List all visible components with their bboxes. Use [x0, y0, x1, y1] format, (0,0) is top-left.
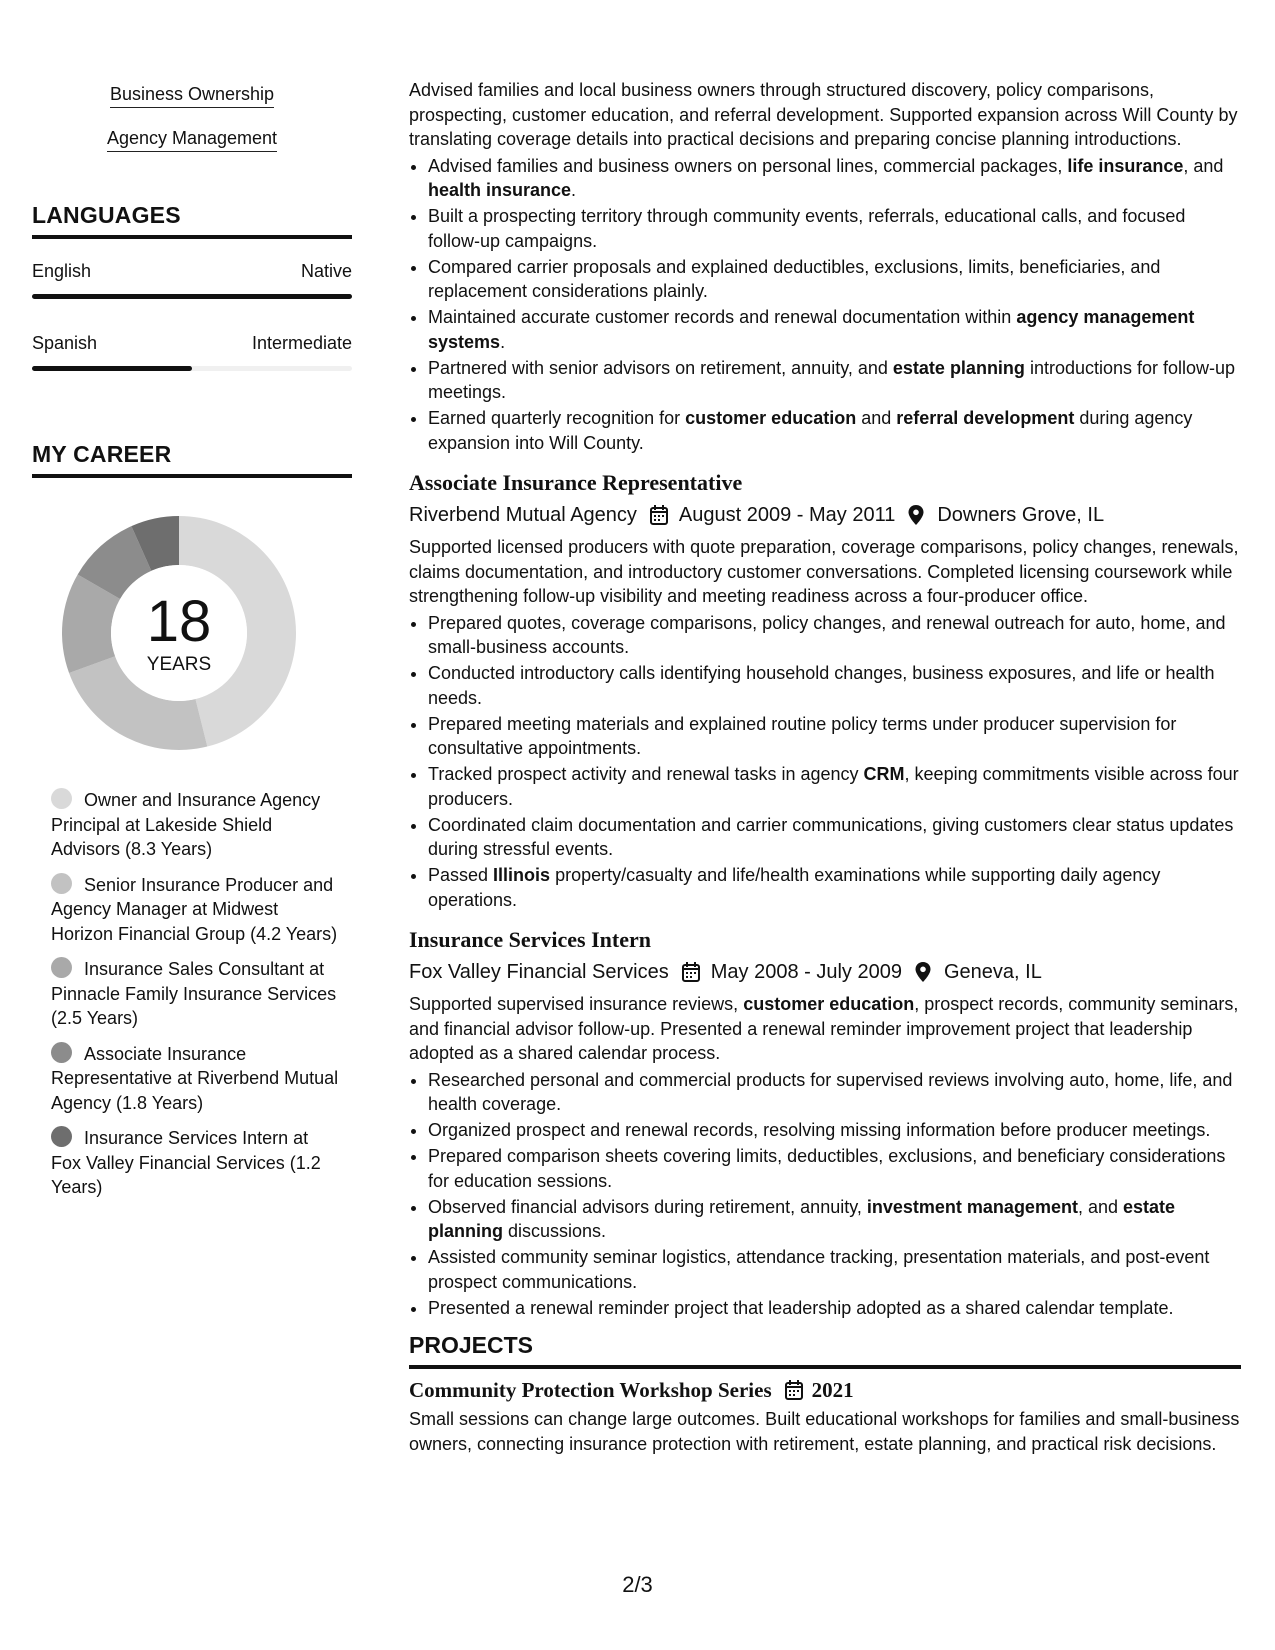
- bullet-item: • Partnered with senior advisors on retirement, annuity, and estate planning introductions for follow-up meetings.: [428, 356, 1241, 405]
- legend-label: Owner and Insurance Agency Principal at Lakeside Shield Advisors (8.3 Years): [51, 790, 321, 859]
- bullet-item: • Observed financial advisors during retirement, annuity, investment management, and estate planning discussions.: [428, 1195, 1241, 1244]
- languages-section: [32, 202, 352, 371]
- job-location: Geneva, IL: [943, 961, 1042, 983]
- career-legend: [32, 788, 352, 1200]
- sidebar: [32, 82, 352, 1211]
- bullet-item: • Researched personal and commercial products for supervised reviews involving auto, home, life, and health coverage.: [428, 1068, 1241, 1117]
- legend-dot: [51, 788, 72, 809]
- legend-dot: [51, 957, 72, 978]
- legend-dot: [51, 1126, 72, 1147]
- project-title: Community Protection Workshop Series: [409, 1378, 772, 1402]
- projects-section: [409, 1330, 1241, 1456]
- career-section: [32, 441, 352, 1200]
- bullet-item: • Maintained accurate customer records and renewal documentation within agency management systems.: [428, 305, 1241, 354]
- job-insurance-services-intern: [409, 926, 1241, 1320]
- bullet-item: • Built a prospecting territory through community events, referrals, educational calls, and focused follow-up campaigns.: [428, 204, 1241, 253]
- career-legend-item: [32, 788, 341, 862]
- job-meta: [409, 958, 1241, 986]
- job-title: Insurance Services Intern: [409, 927, 651, 952]
- job-bullets: [409, 1068, 1241, 1321]
- bullet-item: • Prepared meeting materials and explained routine policy terms under producer supervision for consultative appointments.: [428, 712, 1241, 761]
- career-legend-item: [32, 1042, 341, 1116]
- project-year: 2021: [811, 1378, 854, 1402]
- language-proficiency-bar: [32, 366, 352, 371]
- language-level: Native: [300, 261, 352, 281]
- intro-role: [409, 78, 1241, 455]
- map-pin-icon: [914, 961, 934, 983]
- job-meta: [409, 501, 1241, 529]
- job-company: Fox Valley Financial Services: [409, 961, 669, 983]
- map-pin-icon: [907, 504, 927, 526]
- career-donut-chart: [54, 508, 304, 758]
- job-company: Riverbend Mutual Agency: [409, 504, 637, 526]
- calendar-icon: [649, 504, 669, 526]
- language-proficiency-fill: [32, 294, 352, 299]
- skill-business-ownership[interactable]: Business Ownership: [110, 82, 274, 108]
- language-proficiency-bar: [32, 294, 352, 299]
- career-legend-item: [32, 957, 341, 1031]
- projects-heading: PROJECTS: [409, 1330, 1241, 1369]
- project-header: [409, 1376, 1241, 1404]
- legend-dot: [51, 1042, 72, 1063]
- skills-list: [32, 82, 352, 152]
- job-location: Downers Grove, IL: [937, 504, 1105, 526]
- job-dates: August 2009 - May 2011: [678, 504, 896, 526]
- language-spanish: [32, 331, 352, 371]
- career-legend-item: [32, 1126, 341, 1200]
- bullet-item: • Passed Illinois property/casualty and life/health examinations while supporting daily agency operations.: [428, 863, 1241, 912]
- legend-dot: [51, 873, 72, 894]
- bullet-item: • Tracked prospect activity and renewal tasks in agency CRM, keeping commitments visible across four producers.: [428, 762, 1241, 811]
- language-name: Spanish: [32, 333, 98, 353]
- bullet-item: • Compared carrier proposals and explained deductibles, exclusions, limits, beneficiaries, and replacement considerations plainly.: [428, 255, 1241, 304]
- career-legend-item: [32, 873, 341, 947]
- bullet-item: • Earned quarterly recognition for customer education and referral development during agency expansion into Will County.: [428, 406, 1241, 455]
- job-bullets: [409, 611, 1241, 913]
- skill-agency-management[interactable]: Agency Management: [107, 126, 277, 152]
- calendar-icon: [681, 961, 701, 983]
- job-summary: Supported licensed producers with quote preparation, coverage comparisons, policy changes, renewals, claims documentation, and introductory customer conversations. Completed licensing coursework while strengthening follow-up visibility and meeting readiness across a four-producer office.: [409, 537, 1239, 606]
- job-summary: Supported supervised insurance reviews, customer education, prospect records, community seminars, and financial advisor follow-up. Presented a renewal reminder improvement project that leadership adopted as a shared calendar process.: [409, 994, 1239, 1063]
- job-title: Associate Insurance Representative: [409, 470, 743, 495]
- bullet-item: • Coordinated claim documentation and carrier communications, giving customers clear status updates during stressful events.: [428, 813, 1241, 862]
- language-proficiency-fill: [32, 366, 192, 371]
- page-number: 2/3: [622, 1572, 653, 1597]
- main-content: [409, 78, 1241, 1456]
- project-description: Small sessions can change large outcomes. Built educational workshops for families and small-business owners, connecting insurance protection with retirement, estate planning, and practical risk decisions.: [409, 1409, 1240, 1454]
- languages-heading: LANGUAGES: [32, 202, 352, 239]
- legend-label: Insurance Services Intern at Fox Valley Financial Services (1.2 Years): [51, 1128, 321, 1197]
- role-summary: Advised families and local business owners through structured discovery, policy comparisons, prospecting, customer education, and referral development. Supported expansion across Will County by translating coverage details into practical decisions and preparing concise planning introductions.: [409, 80, 1238, 149]
- career-heading: MY CAREER: [32, 441, 352, 478]
- career-total-unit: YEARS: [146, 654, 212, 675]
- legend-label: Associate Insurance Representative at Riverbend Mutual Agency (1.8 Years): [51, 1043, 339, 1113]
- job-dates: May 2008 - July 2009: [710, 961, 902, 983]
- bullet-item: • Conducted introductory calls identifying household changes, business exposures, and life or health needs.: [428, 661, 1241, 710]
- bullet-item: • Organized prospect and renewal records, resolving missing information before producer meetings.: [428, 1118, 1241, 1143]
- calendar-icon: [784, 1379, 804, 1401]
- job-associate-insurance-representative: [409, 469, 1241, 912]
- bullet-item: • Prepared comparison sheets covering limits, deductibles, exclusions, and beneficiary considerations for education sessions.: [428, 1144, 1241, 1193]
- language-level: Intermediate: [251, 333, 352, 353]
- bullet-item: • Assisted community seminar logistics, attendance tracking, presentation materials, and post-event prospect communications.: [428, 1245, 1241, 1294]
- legend-label: Insurance Sales Consultant at Pinnacle Family Insurance Services (2.5 Years): [51, 959, 337, 1028]
- language-english: [32, 259, 352, 299]
- legend-label: Senior Insurance Producer and Agency Manager at Midwest Horizon Financial Group (4.2 Years): [51, 874, 338, 944]
- bullet-item: • Prepared quotes, coverage comparisons, policy changes, and renewal outreach for auto, home, and small-business accounts.: [428, 611, 1241, 660]
- bullet-item: • Presented a renewal reminder project that leadership adopted as a shared calendar template.: [428, 1296, 1241, 1321]
- language-name: English: [32, 261, 92, 281]
- bullet-item: • Advised families and business owners on personal lines, commercial packages, life insurance, and health insurance.: [428, 154, 1241, 203]
- career-total-years: 18: [146, 589, 212, 654]
- role-bullets: [409, 154, 1241, 456]
